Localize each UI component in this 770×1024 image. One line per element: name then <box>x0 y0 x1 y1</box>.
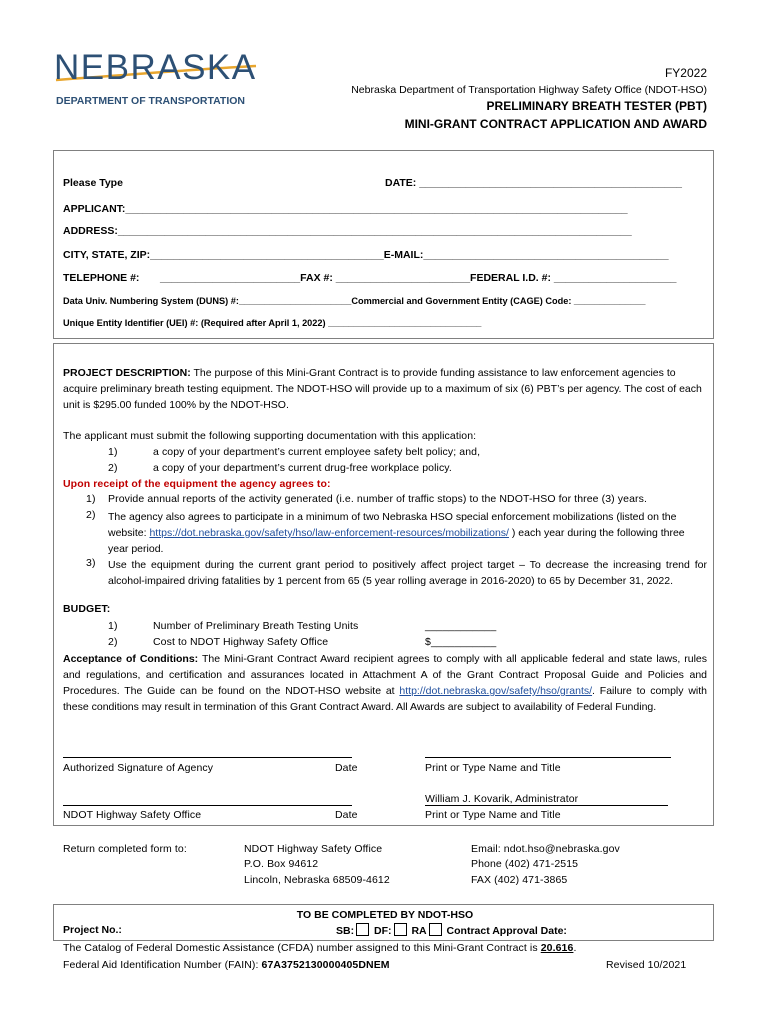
agree-item-2-end: ) each year during the following three year period. <box>108 527 685 555</box>
project-description <box>63 365 707 413</box>
budget-item-text: Number of Preliminary Breath Testing Units <box>153 620 359 632</box>
submit-intro: The applicant must submit the following supporting documentation with this application: <box>63 430 477 442</box>
acceptance-label: Acceptance of Conditions: <box>63 653 199 665</box>
ra-checkbox[interactable] <box>429 923 442 936</box>
agency-print-label: Print or Type Name and Title <box>425 762 561 774</box>
agree-item-1: Provide annual reports of the activity generated (i.e. number of traffic stops) to the NDOT-HSO for three (3) years. <box>108 493 647 505</box>
agree-num-2: 2) <box>86 509 96 521</box>
form-title-1: PRELIMINARY BREATH TESTER (PBT) <box>486 99 707 113</box>
approval-date-label: Contract Approval Date: <box>446 925 567 937</box>
return-addr-1: NDOT Highway Safety Office <box>244 843 383 855</box>
applicant-field[interactable]: APPLICANT:______________________________________________________________________________________ <box>63 203 628 215</box>
return-label: Return completed form to: <box>63 843 187 855</box>
project-description-label: PROJECT DESCRIPTION: <box>63 367 191 379</box>
nebraska-swoosh-graphic <box>54 46 259 110</box>
agree-num-1: 1) <box>86 493 96 505</box>
telephone-label: TELEPHONE #: <box>63 272 140 284</box>
cfda-number: 20.616 <box>540 942 574 954</box>
uei-field[interactable]: Unique Entity Identifier (UEI) #: (Required after April 1, 2022) ______________________________ <box>63 318 482 328</box>
cfda-text: The Catalog of Federal Domestic Assistance (CFDA) number assigned to this Mini-Grant Contract is <box>63 942 541 954</box>
administrator-name: William J. Kovarik, Administrator <box>425 793 668 806</box>
please-type-label: Please Type <box>63 177 123 189</box>
ndot-signature-label: NDOT Highway Safety Office <box>63 809 202 821</box>
budget-num: 2) <box>108 636 118 648</box>
budget-num: 1) <box>108 620 118 632</box>
fain-label: Federal Aid Identification Number (FAIN): <box>63 959 262 971</box>
duns-cage-field[interactable]: Data Univ. Numbering System (DUNS) #:______________________Commercial and Government Entity (CAGE) Code: ______________ <box>63 296 646 306</box>
return-fax: FAX (402) 471-3865 <box>471 874 568 886</box>
agency-date-label: Date <box>335 762 358 774</box>
office-use-codes <box>336 923 567 937</box>
receipt-heading: Upon receipt of the equipment the agency agrees to: <box>63 478 331 490</box>
agency-signature-line[interactable] <box>63 757 352 758</box>
fain-number: 67A3752130000405DNEM <box>261 959 390 971</box>
doc-item-text: a copy of your department’s current drug-free workplace policy. <box>153 462 452 474</box>
budget-item-text: Cost to NDOT Highway Safety Office <box>153 636 329 648</box>
office-name: Nebraska Department of Transportation Highway Safety Office (NDOT-HSO) <box>351 84 707 96</box>
budget-label: BUDGET: <box>63 603 111 615</box>
doc-item-num: 1) <box>108 446 118 458</box>
sb-label: SB: <box>336 925 355 937</box>
acceptance-conditions <box>63 651 707 715</box>
project-no-label: Project No.: <box>63 924 122 936</box>
agree-num-3: 3) <box>86 557 96 569</box>
form-title-2: MINI-GRANT CONTRACT APPLICATION AND AWARD <box>404 117 707 131</box>
ndot-logo <box>54 46 259 110</box>
revision-date: Revised 10/2021 <box>606 959 687 971</box>
ndot-date-label: Date <box>335 809 358 821</box>
fiscal-year: FY2022 <box>664 66 707 80</box>
acceptance-text-end: . Failure to comply with these conditions may result in termination of this Grant Contract Award. All Awards are subject to availability of Federal Funding. <box>63 685 707 713</box>
agree-item-3: Use the equipment during the current grant period to positively affect project target – To decrease the increasing trend for alcohol-impaired driving fatalities by 1 percent from 65 (5 year rolling average in 2016-2020) to 65 by December 31, 2022. <box>108 559 707 587</box>
agency-signature-label: Authorized Signature of Agency <box>63 762 214 774</box>
acceptance-text: The Mini-Grant Contract Award recipient agrees to comply with all applicable federal and state laws, rules and regulations, and certification and assurances located in Attachment A of the Grant Contract Proposal Guide and Policies and Procedures. The Guide can be found on the NDOT-HSO website at <box>63 653 707 697</box>
budget-cost-field[interactable]: $___________ <box>425 636 497 648</box>
doc-item-num: 2) <box>108 462 118 474</box>
df-label: DF: <box>374 925 392 937</box>
cfda-end: . <box>573 942 577 954</box>
agency-name-line[interactable] <box>425 757 671 758</box>
agree-item-2-text: The agency also agrees to participate in a minimum of two Nebraska HSO special enforcement mobilizations (listed on the website: <box>108 511 677 539</box>
return-email: Email: ndot.hso@nebraska.gov <box>471 843 620 855</box>
return-addr-2: P.O. Box 94612 <box>244 858 319 870</box>
sb-checkbox[interactable] <box>356 923 369 936</box>
city-email-field[interactable]: CITY, STATE, ZIP:________________________________________E-MAIL:__________________________________________ <box>63 249 669 261</box>
phone-fax-fedid-field[interactable]: ________________________FAX #: _______________________FEDERAL I.D. #: _____________________ <box>160 272 677 284</box>
date-field[interactable]: DATE: _____________________________________________ <box>385 177 682 189</box>
fain-statement <box>63 959 390 971</box>
doc-item-text: a copy of your department’s current employee safety belt policy; and, <box>153 446 481 458</box>
office-use-heading: TO BE COMPLETED BY NDOT-HSO <box>296 909 474 921</box>
ndot-signature-line[interactable] <box>63 805 352 806</box>
agree-item-2 <box>108 509 707 557</box>
return-addr-3: Lincoln, Nebraska 68509-4612 <box>244 874 390 886</box>
budget-units-field[interactable]: ____________ <box>425 620 497 632</box>
grants-link[interactable]: http://dot.nebraska.gov/safety/hso/grants/ <box>399 685 593 697</box>
return-phone: Phone (402) 471-2515 <box>471 858 579 870</box>
mobilizations-link[interactable]: https://dot.nebraska.gov/safety/hso/law-enforcement-resources/mobilizations/ <box>149 527 509 539</box>
logo-subtitle: DEPARTMENT OF TRANSPORTATION <box>56 95 245 107</box>
ra-label: RA <box>411 925 427 937</box>
project-description-text: The purpose of this Mini-Grant Contract is to provide funding assistance to law enforcement agencies to acquire preliminary breath testing equipment. The NDOT-HSO will provide up to a maximum of six (6) PBT’s per agency. The cost of each unit is $295.00 funded 100% by the NDOT-HSO. <box>63 367 702 411</box>
cfda-statement <box>63 942 576 954</box>
address-field[interactable]: ADDRESS:________________________________________________________________________________________ <box>63 225 632 237</box>
ndot-print-label: Print or Type Name and Title <box>425 809 561 821</box>
logo-wordmark: NEBRASKA <box>54 48 257 87</box>
df-checkbox[interactable] <box>394 923 407 936</box>
